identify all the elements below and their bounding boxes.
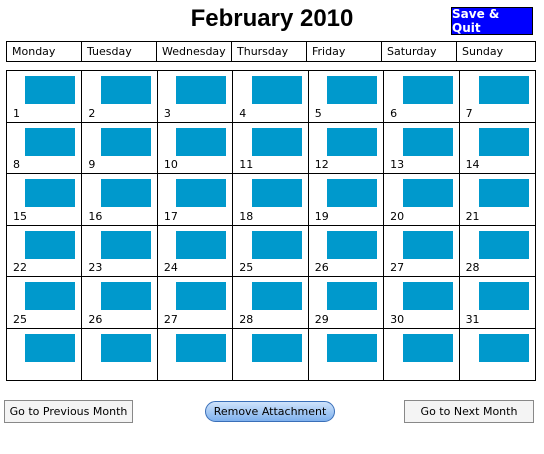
- day-cell[interactable]: [384, 71, 459, 123]
- day-number: 26: [88, 312, 103, 326]
- day-cell[interactable]: [309, 71, 384, 123]
- attachment-thumbnail[interactable]: [176, 128, 226, 156]
- day-cell[interactable]: [309, 174, 384, 226]
- day-number: 12: [314, 158, 329, 171]
- attachment-thumbnail[interactable]: [479, 334, 529, 362]
- day-cell[interactable]: [384, 329, 459, 381]
- day-number: 14: [465, 158, 480, 171]
- day-number: 23: [88, 261, 103, 274]
- remove-attachment-button[interactable]: Remove Attachment: [205, 401, 335, 422]
- day-number: 7: [465, 106, 473, 120]
- day-number: 25: [239, 261, 254, 274]
- day-cell[interactable]: [384, 174, 459, 226]
- attachment-thumbnail[interactable]: [327, 334, 377, 362]
- attachment-thumbnail[interactable]: [101, 76, 151, 104]
- day-cell[interactable]: [460, 226, 535, 278]
- day-cell[interactable]: [7, 174, 82, 226]
- day-cell[interactable]: [309, 277, 384, 329]
- attachment-thumbnail[interactable]: [327, 128, 377, 156]
- day-number: 28: [465, 261, 480, 274]
- attachment-thumbnail[interactable]: [327, 231, 377, 259]
- day-number: 5: [314, 106, 322, 120]
- day-number: 18: [239, 209, 254, 223]
- attachment-thumbnail[interactable]: [252, 128, 302, 156]
- attachment-thumbnail[interactable]: [327, 76, 377, 104]
- attachment-thumbnail[interactable]: [176, 231, 226, 259]
- attachment-thumbnail[interactable]: [101, 334, 151, 362]
- attachment-thumbnail[interactable]: [25, 179, 75, 207]
- weekday-wednesday: Wednesday: [157, 42, 232, 61]
- day-cell[interactable]: [233, 174, 308, 226]
- weekday-thursday: Thursday: [232, 42, 307, 61]
- weekday-friday: Friday: [307, 42, 382, 61]
- day-cell[interactable]: [460, 71, 535, 123]
- day-number: 11: [239, 158, 254, 171]
- attachment-thumbnail[interactable]: [101, 282, 151, 310]
- weekday-saturday: Saturday: [382, 42, 457, 61]
- calendar-grid: [6, 70, 536, 381]
- day-number: 17: [163, 209, 178, 223]
- attachment-thumbnail[interactable]: [403, 282, 453, 310]
- attachment-thumbnail[interactable]: [403, 179, 453, 207]
- day-cell[interactable]: [82, 226, 157, 278]
- attachment-thumbnail[interactable]: [479, 282, 529, 310]
- attachment-thumbnail[interactable]: [479, 76, 529, 104]
- attachment-thumbnail[interactable]: [252, 334, 302, 362]
- day-cell[interactable]: [7, 226, 82, 278]
- day-cell[interactable]: [82, 277, 157, 329]
- attachment-thumbnail[interactable]: [176, 334, 226, 362]
- attachment-thumbnail[interactable]: [25, 282, 75, 310]
- attachment-thumbnail[interactable]: [252, 76, 302, 104]
- day-cell[interactable]: [82, 329, 157, 381]
- day-number: 3: [163, 106, 171, 120]
- day-cell[interactable]: [384, 226, 459, 278]
- day-cell[interactable]: [384, 123, 459, 175]
- day-number: 31: [465, 312, 480, 326]
- attachment-thumbnail[interactable]: [25, 231, 75, 259]
- day-cell[interactable]: [7, 71, 82, 123]
- day-number: 16: [88, 209, 103, 223]
- day-number: 20: [390, 209, 405, 223]
- day-cell[interactable]: [158, 226, 233, 278]
- day-cell[interactable]: [233, 277, 308, 329]
- day-number: 30: [390, 312, 405, 326]
- day-number: 8: [13, 158, 20, 171]
- day-cell[interactable]: [309, 123, 384, 175]
- month-title: February 2010: [190, 5, 354, 32]
- day-cell[interactable]: [233, 226, 308, 278]
- day-number: 13: [390, 158, 405, 171]
- attachment-thumbnail[interactable]: [252, 179, 302, 207]
- day-cell[interactable]: [7, 329, 82, 381]
- day-number: 24: [163, 261, 178, 274]
- day-number: 9: [88, 158, 96, 171]
- day-number: 21: [465, 209, 480, 223]
- attachment-thumbnail[interactable]: [25, 334, 75, 362]
- day-cell[interactable]: [460, 174, 535, 226]
- attachment-thumbnail[interactable]: [403, 128, 453, 156]
- day-number: 19: [314, 209, 329, 223]
- attachment-thumbnail[interactable]: [252, 282, 302, 310]
- weekday-header: [6, 41, 536, 62]
- attachment-thumbnail[interactable]: [403, 231, 453, 259]
- weekday-tuesday: Tuesday: [82, 42, 157, 61]
- attachment-thumbnail[interactable]: [176, 179, 226, 207]
- day-cell[interactable]: [233, 71, 308, 123]
- day-cell[interactable]: [460, 329, 535, 381]
- day-cell[interactable]: [82, 123, 157, 175]
- attachment-thumbnail[interactable]: [25, 128, 75, 156]
- next-month-button[interactable]: Go to Next Month: [404, 400, 534, 423]
- attachment-thumbnail[interactable]: [25, 76, 75, 104]
- day-number: 2: [88, 106, 96, 120]
- day-number: 29: [314, 312, 329, 326]
- attachment-thumbnail[interactable]: [479, 179, 529, 207]
- day-number: 27: [390, 261, 405, 274]
- day-number: 1: [13, 106, 20, 120]
- attachment-thumbnail[interactable]: [479, 231, 529, 259]
- day-cell[interactable]: [233, 123, 308, 175]
- attachment-thumbnail[interactable]: [252, 231, 302, 259]
- attachment-thumbnail[interactable]: [327, 282, 377, 310]
- day-cell[interactable]: [158, 123, 233, 175]
- attachment-thumbnail[interactable]: [176, 282, 226, 310]
- day-cell[interactable]: [460, 123, 535, 175]
- attachment-thumbnail[interactable]: [403, 76, 453, 104]
- day-cell[interactable]: [233, 329, 308, 381]
- day-cell[interactable]: [82, 71, 157, 123]
- day-cell[interactable]: [384, 277, 459, 329]
- day-cell[interactable]: [309, 226, 384, 278]
- day-number: 22: [13, 261, 27, 274]
- save-and-quit-button[interactable]: Save & Quit: [451, 7, 533, 35]
- attachment-thumbnail[interactable]: [327, 179, 377, 207]
- day-number: 6: [390, 106, 398, 120]
- day-cell[interactable]: [460, 277, 535, 329]
- attachment-thumbnail[interactable]: [479, 128, 529, 156]
- previous-month-button[interactable]: Go to Previous Month: [4, 400, 133, 423]
- attachment-thumbnail[interactable]: [101, 231, 151, 259]
- day-cell[interactable]: [7, 123, 82, 175]
- attachment-thumbnail[interactable]: [403, 334, 453, 362]
- attachment-thumbnail[interactable]: [176, 76, 226, 104]
- day-cell[interactable]: [158, 277, 233, 329]
- day-number: 4: [239, 106, 247, 120]
- day-cell[interactable]: [158, 71, 233, 123]
- day-number: 28: [239, 312, 254, 326]
- day-cell[interactable]: [158, 174, 233, 226]
- weekday-monday: Monday: [7, 42, 82, 61]
- day-cell[interactable]: [82, 174, 157, 226]
- attachment-thumbnail[interactable]: [101, 128, 151, 156]
- day-cell[interactable]: [309, 329, 384, 381]
- day-number: 10: [163, 158, 178, 171]
- weekday-sunday: Sunday: [462, 45, 504, 58]
- day-number: 27: [163, 312, 178, 326]
- day-cell[interactable]: [158, 329, 233, 381]
- day-number: 15: [13, 209, 27, 223]
- attachment-thumbnail[interactable]: [101, 179, 151, 207]
- day-number: 26: [314, 261, 329, 274]
- day-number: 25: [13, 312, 27, 326]
- day-cell[interactable]: [7, 277, 82, 329]
